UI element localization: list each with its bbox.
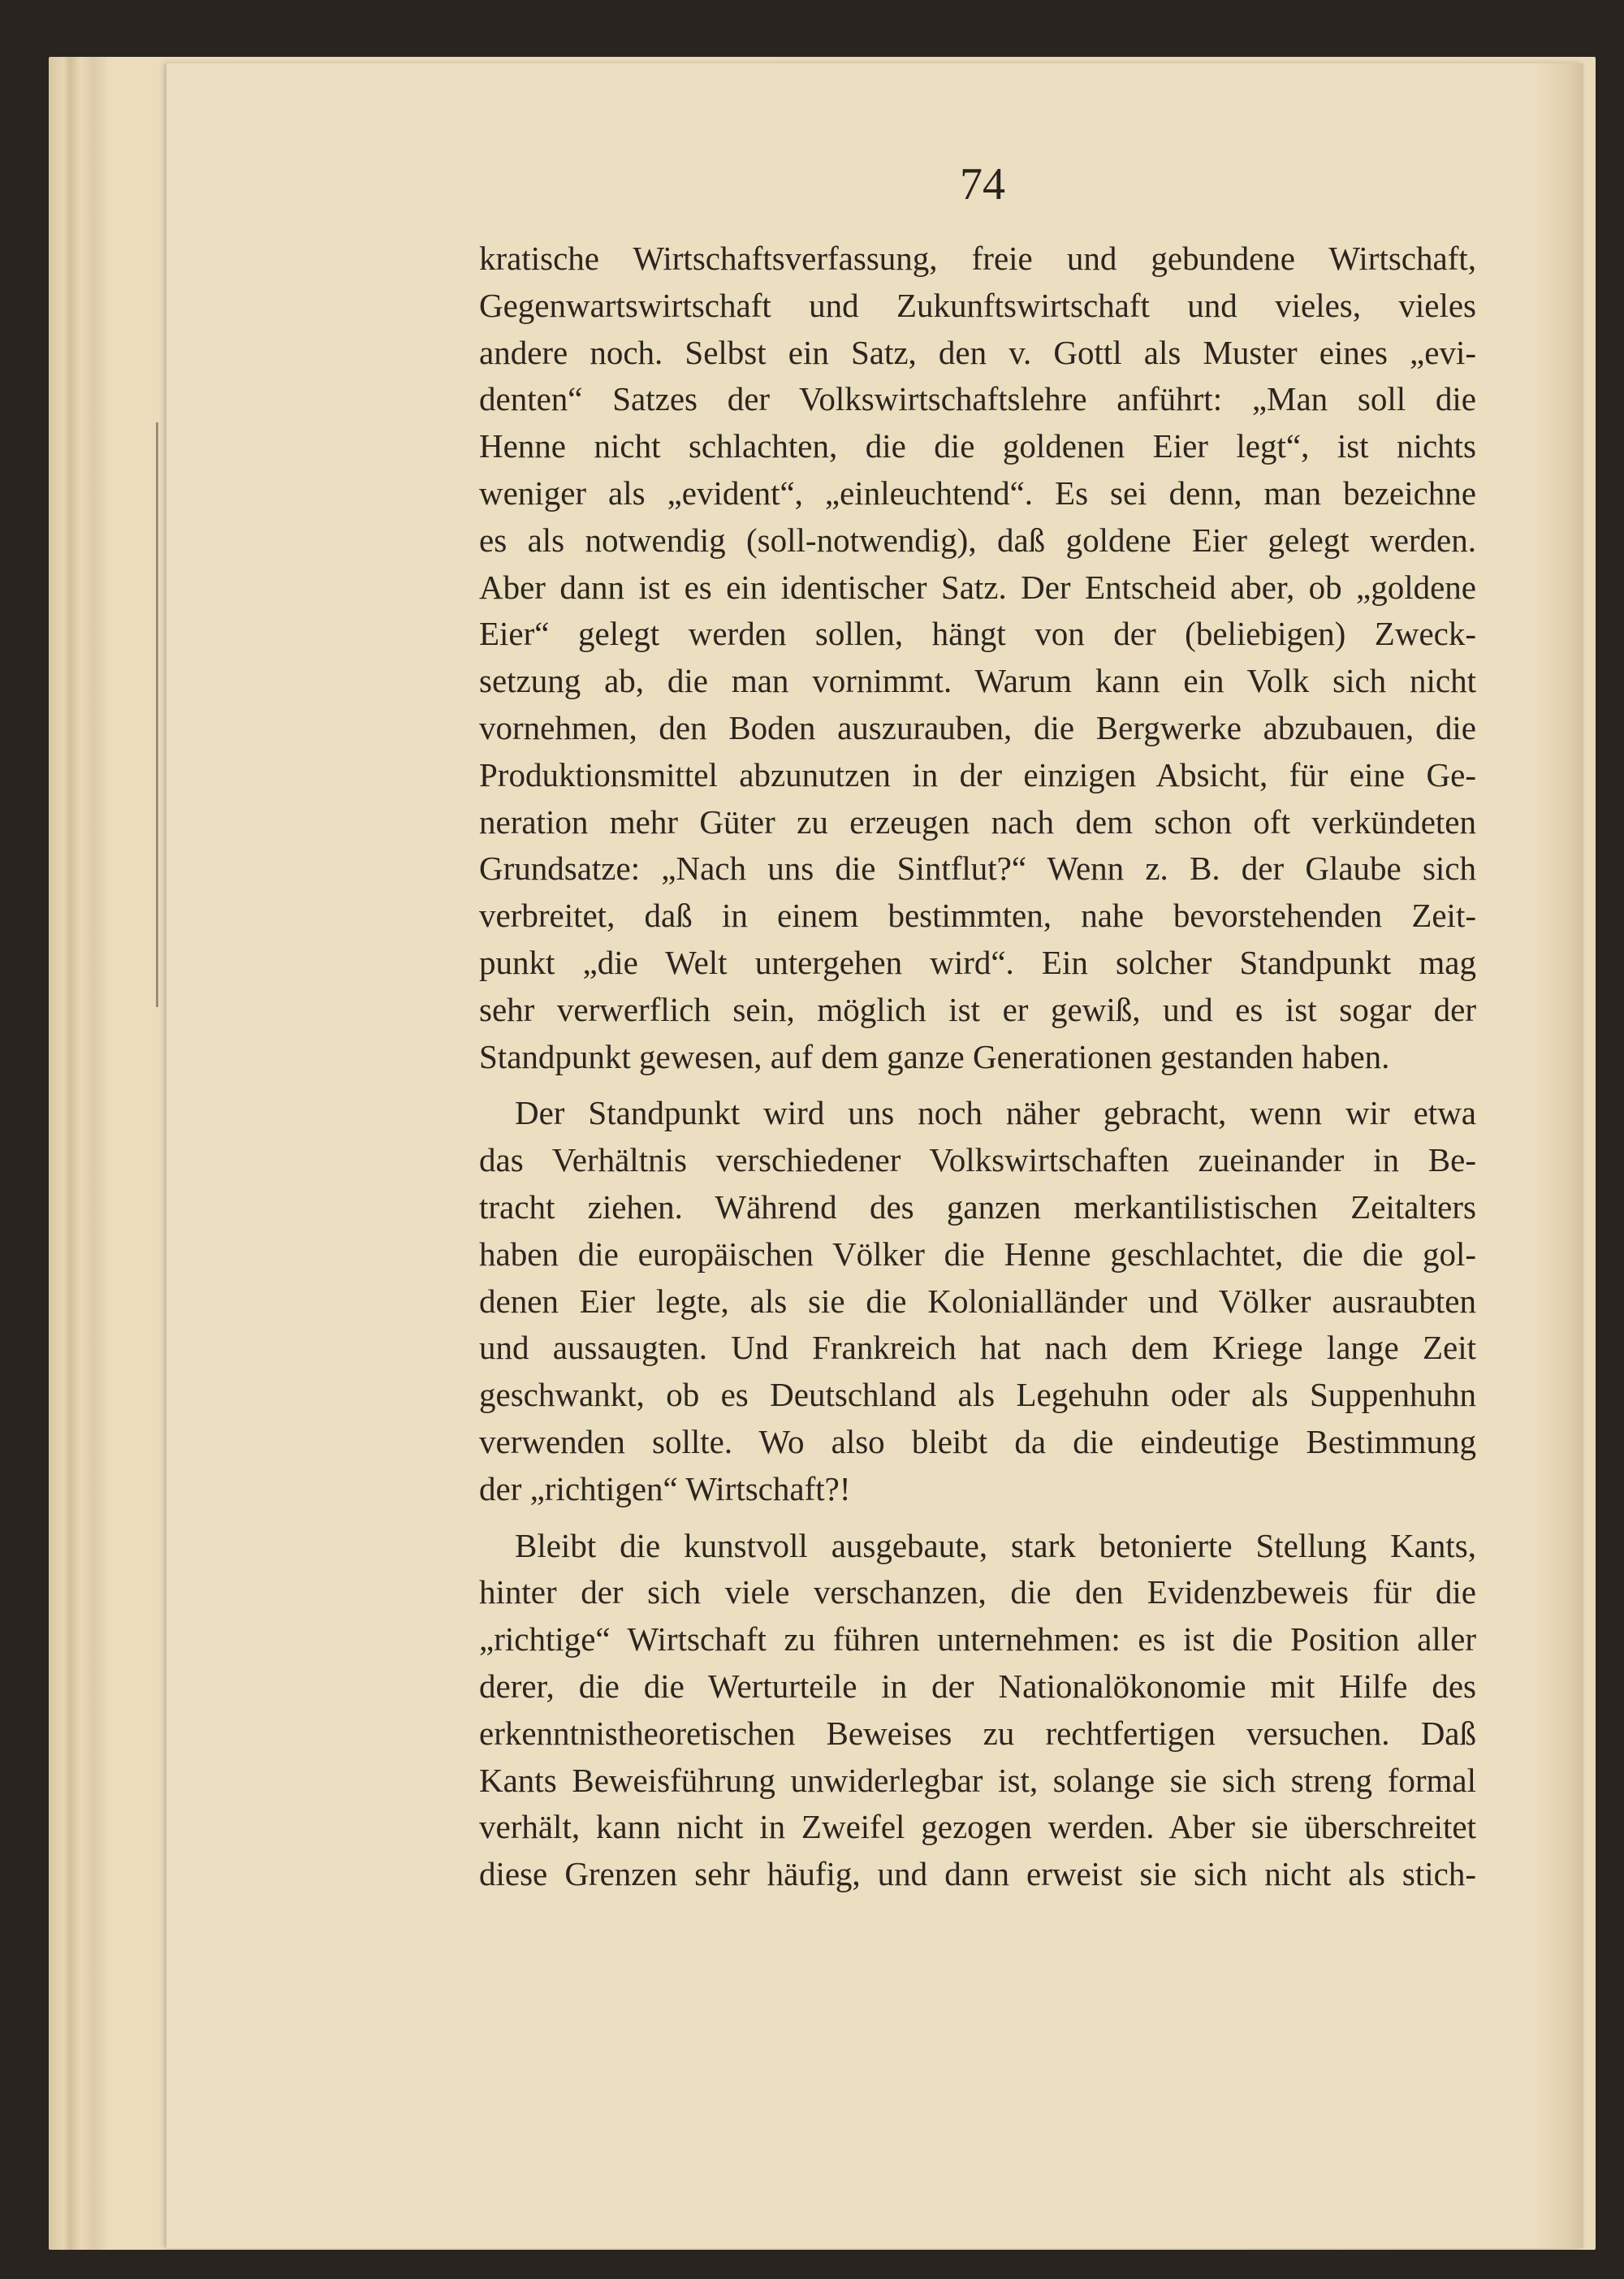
text-line: denen Eier legte, als sie die Kolonialländer und Völker ausraubten xyxy=(479,1282,1476,1320)
text-line: diese Grenzen sehr häufig, und dann erweist sie sich nicht als stich- xyxy=(479,1855,1476,1893)
text-line: sehr verwerflich sein, möglich ist er gewiß, und es ist sogar der xyxy=(479,990,1476,1028)
text-line: vornehmen, den Boden auszurauben, die Bergwerke abzubauen, die xyxy=(479,708,1476,746)
paragraph-gap xyxy=(479,1513,1476,1523)
text-line: Aber dann ist es ein identischer Satz. Der Entscheid aber, ob „goldene xyxy=(479,568,1476,606)
text-line: andere noch. Selbst ein Satz, den v. Gottl als Muster eines „evi- xyxy=(479,333,1476,371)
text-line: tracht ziehen. Während des ganzen merkantilistischen Zeitalters xyxy=(479,1187,1476,1226)
text-line: Grundsatze: „Nach uns die Sintflut?“ Wenn z. B. der Glaube sich xyxy=(479,850,1476,888)
text-line: Gegenwartswirtschaft und Zukunftswirtschaft und vieles, vieles xyxy=(479,286,1476,324)
text-line: Bleibt die kunstvoll ausgebaute, stark betonierte Stellung Kants, xyxy=(515,1526,1476,1564)
text-line: haben die europäischen Völker die Henne geschlachtet, die die gol- xyxy=(479,1235,1476,1273)
text-line: der „richtigen“ Wirtschaft?! xyxy=(479,1469,851,1507)
text-line: das Verhältnis verschiedener Volkswirtschaften zueinander in Be- xyxy=(479,1141,1476,1179)
page-number: 74 xyxy=(960,159,1005,210)
text-line: derer, die die Werturteile in der Nationalökonomie mit Hilfe des xyxy=(479,1667,1476,1705)
text-line: es als notwendig (soll-notwendig), daß goldene Eier gelegt werden. xyxy=(479,521,1476,559)
text-line: punkt „die Welt untergehen wird“. Ein solcher Standpunkt mag xyxy=(479,943,1476,981)
text-line: kratische Wirtschaftsverfassung, freie und gebundene Wirtschaft, xyxy=(479,240,1476,277)
text-line: Eier“ gelegt werden sollen, hängt von der (beliebigen) Zweck- xyxy=(479,615,1476,653)
paragraph-gap xyxy=(479,1080,1476,1090)
text-line: verhält, kann nicht in Zweifel gezogen werden. Aber sie überschreitet xyxy=(479,1808,1476,1846)
text-line: Kants Beweisführung unwiderlegbar ist, solange sie sich streng formal xyxy=(479,1761,1476,1799)
text-line: „richtige“ Wirtschaft zu führen unternehmen: es ist die Position aller xyxy=(479,1620,1476,1658)
text-line: neration mehr Güter zu erzeugen nach dem schon oft verkündeten xyxy=(479,802,1476,841)
text-line: denten“ Satzes der Volkswirtschaftslehre anführt: „Man soll die xyxy=(479,380,1476,418)
text-line: und aussaugten. Und Frankreich hat nach dem Kriege lange Zeit xyxy=(479,1329,1476,1367)
text-line: Der Standpunkt wird uns noch näher gebracht, wenn wir etwa xyxy=(515,1094,1476,1132)
text-line: Standpunkt gewesen, auf dem ganze Generationen gestanden haben. xyxy=(479,1037,1390,1075)
text-line: setzung ab, die man vornimmt. Warum kann ein Volk sich nicht xyxy=(479,662,1476,700)
text-line: verwenden sollte. Wo also bleibt da die eindeutige Bestimmung xyxy=(479,1422,1476,1460)
text-line: hinter der sich viele verschanzen, die den Evidenzbeweis für die xyxy=(479,1573,1476,1611)
text-line: Produktionsmittel abzunutzen in der einzigen Absicht, für eine Ge- xyxy=(479,755,1476,794)
text-line: weniger als „evident“, „einleuchtend“. Es sei denn, man bezeichne xyxy=(479,474,1476,512)
text-line: verbreitet, daß in einem bestimmten, nahe bevorstehenden Zeit- xyxy=(479,897,1476,935)
text-line: geschwankt, ob es Deutschland als Legehuhn oder als Suppenhuhn xyxy=(479,1376,1476,1414)
text-line: Henne nicht schlachten, die die goldenen Eier legt“, ist nichts xyxy=(479,427,1476,465)
text-line: erkenntnistheoretischen Beweises zu rechtfertigen versuchen. Daß xyxy=(479,1714,1476,1752)
body-text xyxy=(479,236,1476,1898)
page-edge-line xyxy=(156,422,158,1007)
